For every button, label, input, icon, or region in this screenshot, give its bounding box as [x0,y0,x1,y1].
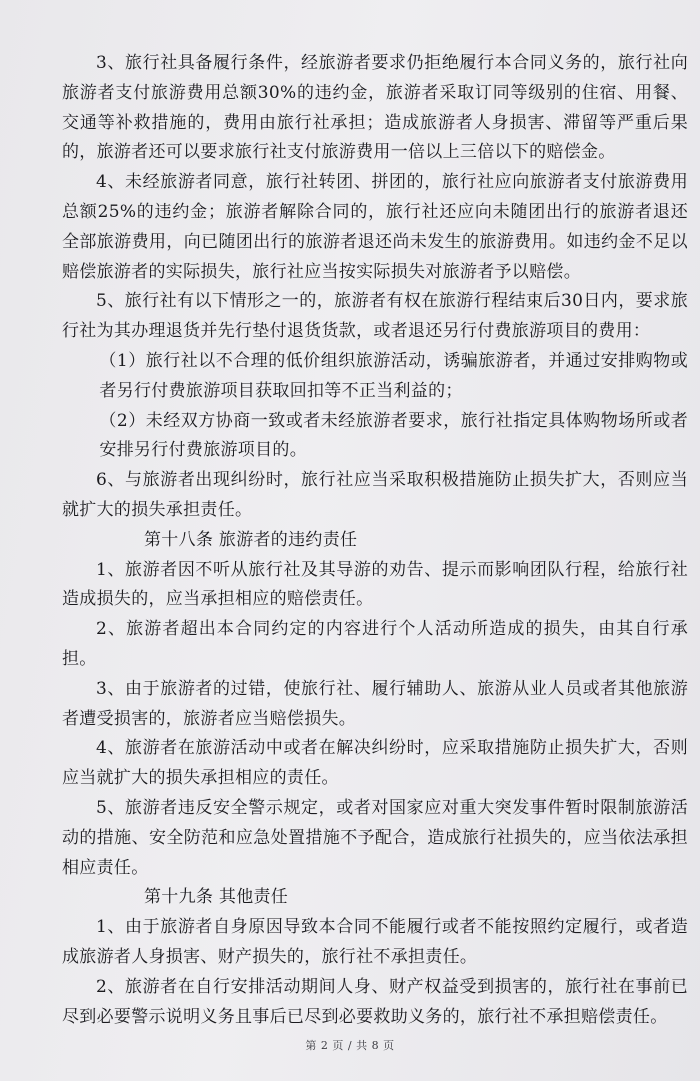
paragraph-item-5-sub-2: （2）未经双方协商一致或者未经旅游者要求，旅行社指定具体购物场所或者安排另行付费旅游项目的。 [99,410,688,461]
article-19-item-1: 1、由于旅游者自身原因导致本合同不能履行或者不能按照约定履行，或者造成旅游者人身损害、财产损失的，旅行社不承担责任。 [62,917,688,967]
paragraph-item-5-sub-1: （1）旅行社以不合理的低价组织旅游活动，诱骗旅游者，并通过安排购物或者另行付费旅游项目获取回扣等不正当利益的； [99,350,688,401]
article-18-item-2: 2、旅游者超出本合同约定的内容进行个人活动所造成的损失，由其自行承担。 [62,619,688,669]
article-18-item-5: 5、旅游者违反安全警示规定，或者对国家应对重大突发事件暂时限制旅游活动的措施、安全防范和应急处置措施不予配合，造成旅行社损失的，应当依法承担相应责任。 [62,797,688,878]
article-18-item-1: 1、旅游者因不听从旅行社及其导游的劝告、提示而影响团队行程，给旅行社造成损失的，应当承担相应的赔偿责任。 [62,559,688,610]
paragraph-item-3: 3、旅行社具备履行条件，经旅游者要求仍拒绝履行本合同义务的，旅行社向旅游者支付旅游费用总额30%的违约金，旅游者采取订同等级别的住宿、用餐、交通等补救措施的，费用由旅行社承担；造成旅游者人身损害、滞留等严重后果的，旅游者还可以要求旅行社支付旅游费用一倍以上三倍以下的赔偿金。 [62,53,688,163]
page-number-footer: 第 2 页 / 共 8 页 [305,1039,395,1052]
article-19-item-2: 2、旅游者在自行安排活动期间人身、财产权益受到损害的，旅行社在事前已尽到必要警示说明义务且事后已尽到必要救助义务的，旅行社不承担赔偿责任。 [62,976,688,1027]
article-18-heading: 第十八条 旅游者的违约责任 [144,529,358,550]
paragraph-item-5: 5、旅行社有以下情形之一的，旅游者有权在旅游行程结束后30日内，要求旅行社为其办理退货并先行垫付退货货款，或者退还另行付费旅游项目的费用： [62,291,688,342]
article-18-item-3: 3、由于旅游者的过错，使旅行社、履行辅助人、旅游从业人员或者其他旅游者遭受损害的，旅游者应当赔偿损失。 [62,678,688,729]
paragraph-item-6: 6、与旅游者出现纠纷时，旅行社应当采取积极措施防止损失扩大，否则应当就扩大的损失承担责任。 [62,470,688,520]
article-18-item-4: 4、旅游者在旅游活动中或者在解决纠纷时，应采取措施防止损失扩大，否则应当就扩大的损失承担相应的责任。 [62,738,688,789]
article-19-heading: 第十九条 其他责任 [144,887,289,908]
document-body [62,49,688,1032]
paragraph-item-4: 4、未经旅游者同意，旅行社转团、拼团的，旅行社应向旅游者支付旅游费用总额25%的违约金；旅游者解除合同的，旅行社还应向未随团出行的旅游者退还全部旅游费用，向已随团出行的旅游者退还尚未发生的旅游费用。如违约金不足以赔偿旅游者的实际损失，旅行社应当按实际损失对旅游者予以赔偿。 [62,172,688,282]
